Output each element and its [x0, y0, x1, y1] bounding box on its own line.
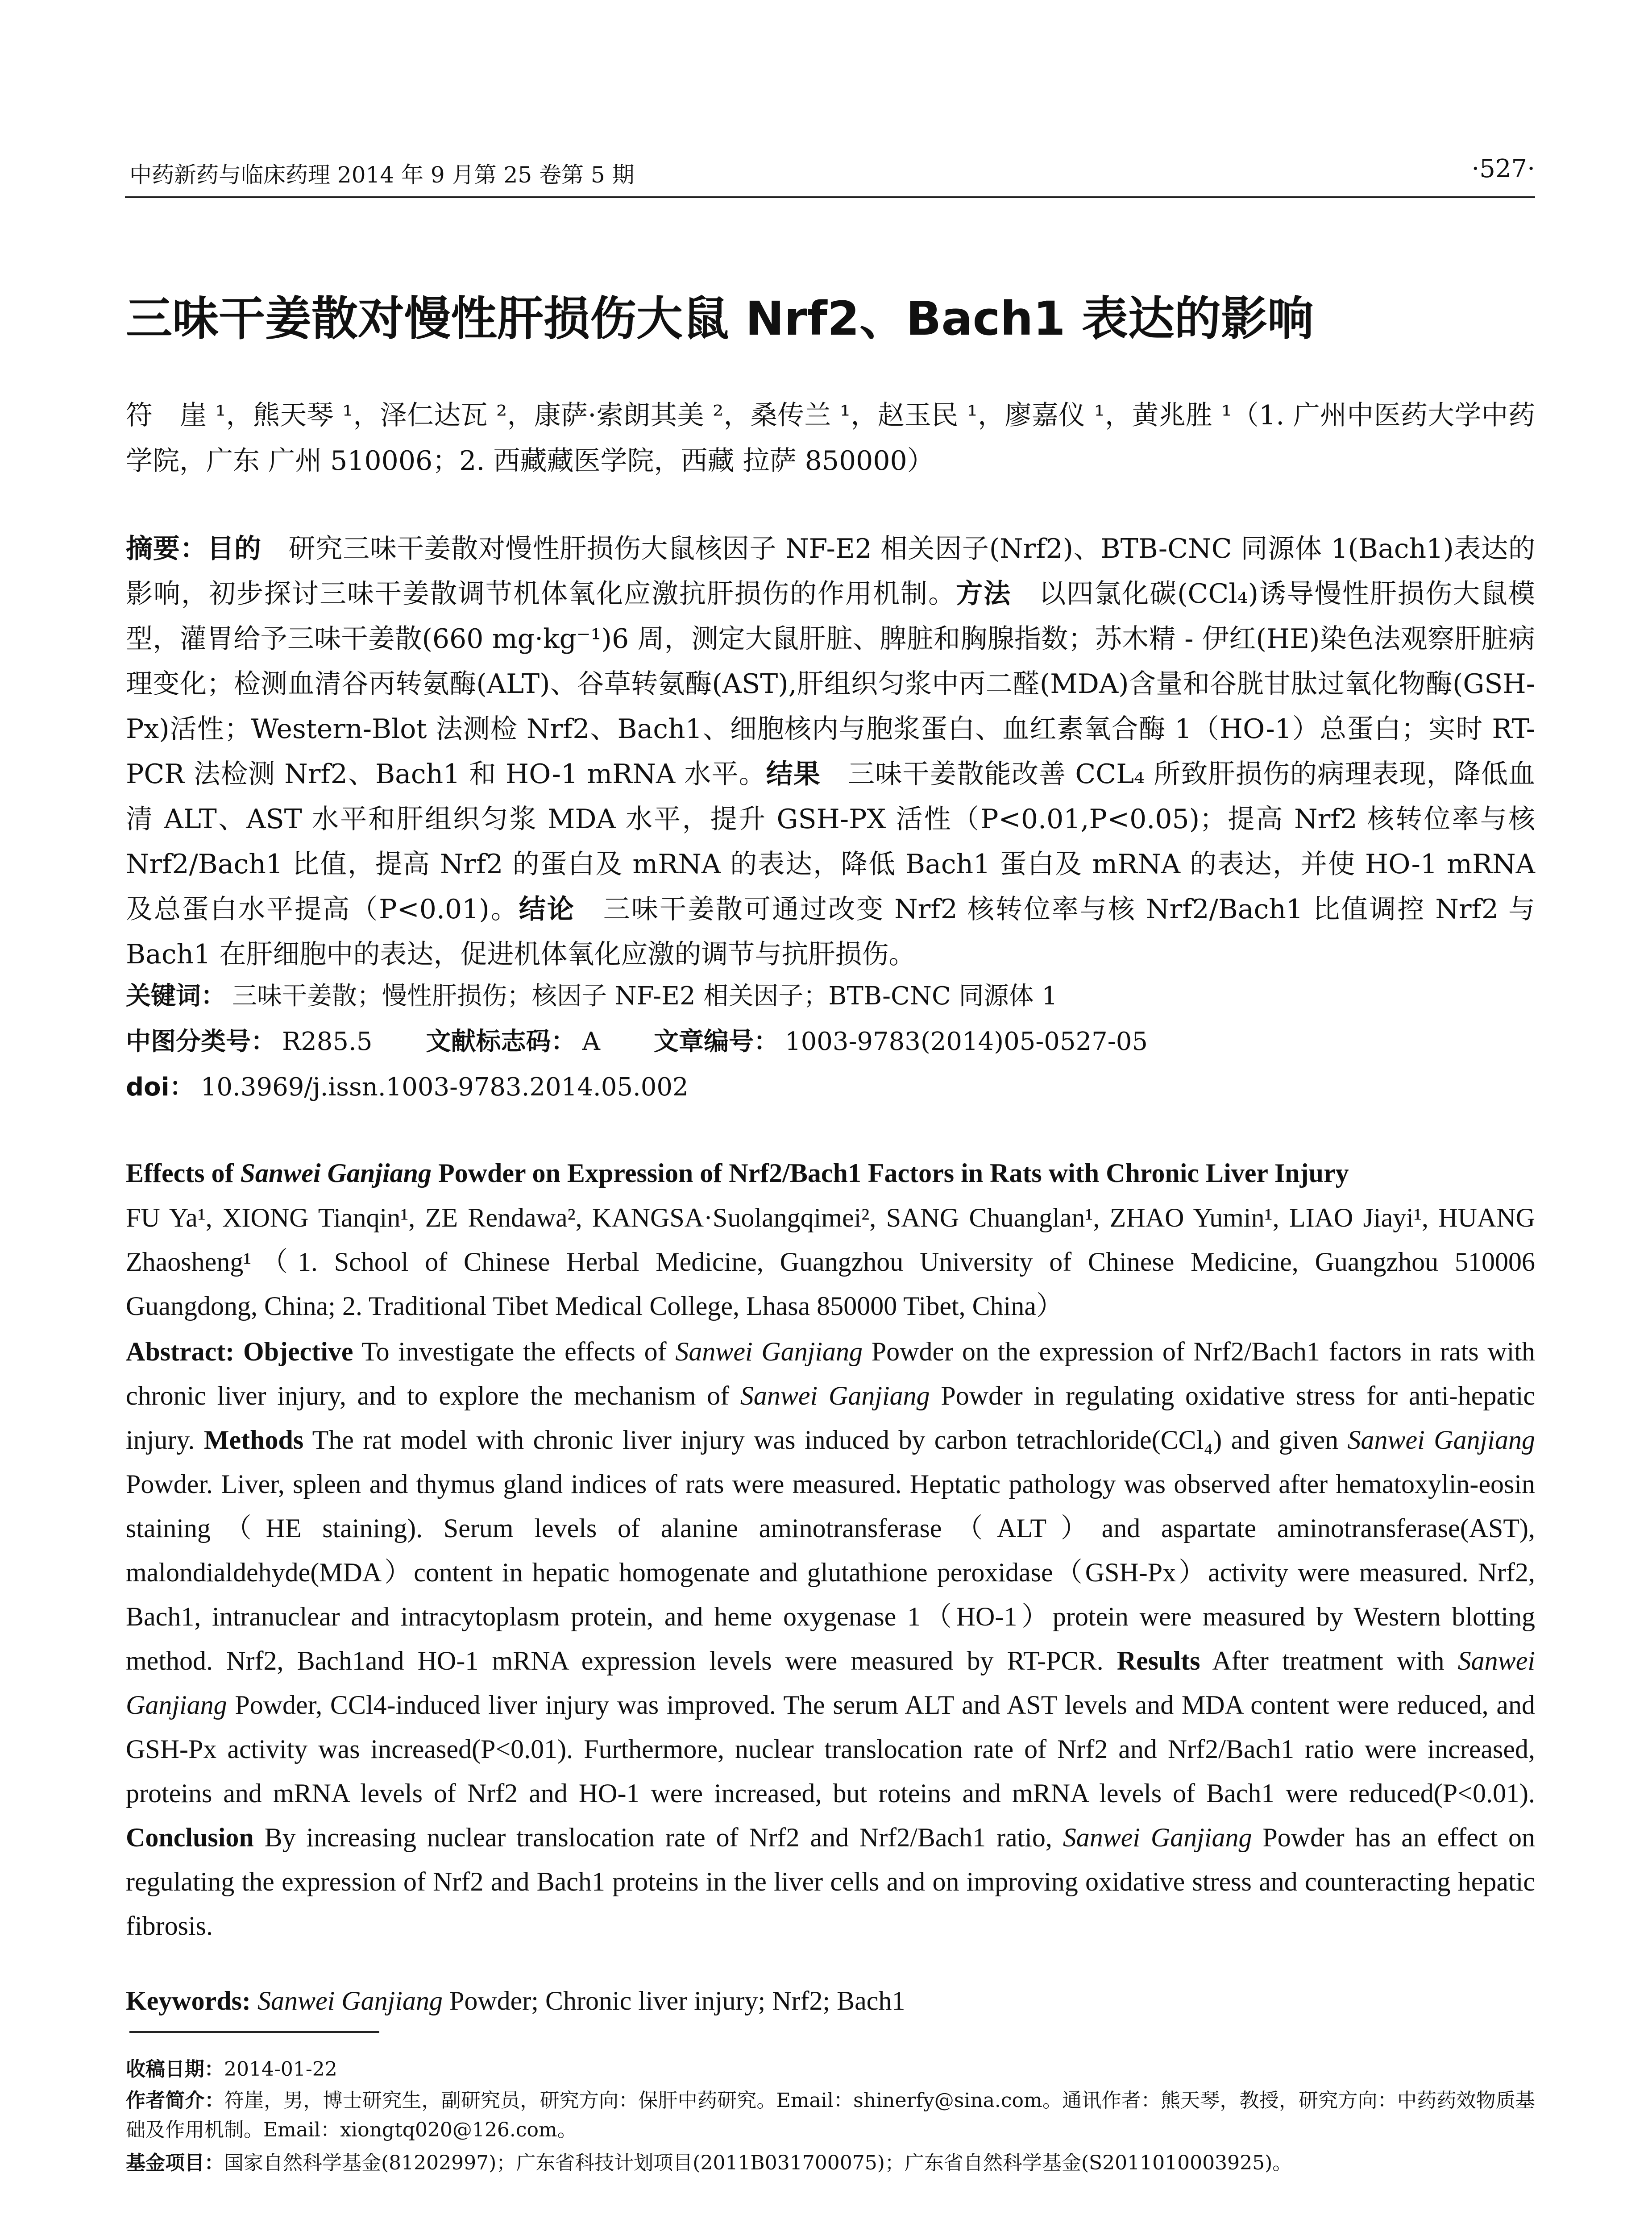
page-number: ·527· — [1471, 154, 1535, 183]
bio-text: 符崖，男，博士研究生，副研究员，研究方向：保肝中药研究。Email：shinerfy@sina.com。通讯作者：熊天琴，教授，研究方向：中药药效物质基础及作用机制。Email：xiongtq020@126.com。 — [126, 2089, 1536, 2141]
keywords-en-herb: Sanwei Ganjiang — [257, 1986, 443, 2015]
methods-cn-label: 方法 — [956, 578, 1012, 610]
article-no-value: 1003-9783(2014)05-0527-05 — [784, 1027, 1148, 1056]
methods-en-text-2: Powder. Liver, spleen and thymus gland indices of rats were measured. Heptatic pathology was observed after hematoxylin-eosin staining（HE staining). Serum levels of alanine aminotransferase（ALT）and aspartate aminotransferase(AST), malondialdehyde(MDA）content in hepatic homogenate and glutathione peroxidase（GSH-Px）activity were measured. Nrf2, Bach1, intranuclear and intracytoplasm protein, and heme oxygenase 1（HO-1）protein were measured by Western blotting method. Nrf2, Bach1and HO-1 mRNA expression levels were measured by RT-PCR. — [126, 1469, 1535, 1675]
doc-code-label: 文献标志码： — [426, 1027, 576, 1056]
objective-en-label: Objective — [243, 1337, 353, 1366]
received-label: 收稿日期： — [126, 2058, 224, 2081]
classification-line — [126, 1022, 1148, 1057]
footnote-funding — [126, 2148, 1535, 2178]
conclusion-en-text-2: Powder has an effect on regulating the expression of Nrf2 and Bach1 proteins in the liver cells and on improving oxidative stress and counteracting hepatic fibrosis. — [126, 1823, 1535, 1941]
doc-code-value: A — [582, 1027, 600, 1056]
bio-label: 作者简介： — [126, 2089, 224, 2112]
keywords-en — [126, 1986, 905, 2016]
abstract-en — [126, 1330, 1535, 1948]
herb-name: Sanwei Ganjiang — [1063, 1823, 1252, 1852]
abstract-cn-label: 摘要： — [126, 533, 208, 564]
keywords-cn — [126, 976, 1058, 1012]
title-en-herb: Sanwei Ganjiang — [240, 1158, 432, 1188]
footnote-received — [126, 2055, 1535, 2084]
header-rule — [125, 196, 1535, 198]
doi-line — [126, 1067, 689, 1103]
objective-en-text-3: Powder in regulating oxidative stress for anti-hepatic injury. — [126, 1381, 1535, 1455]
keywords-en-rest: Powder; Chronic liver injury; Nrf2; Bach1 — [442, 1986, 905, 2015]
article-no-label: 文章编号： — [653, 1027, 779, 1056]
results-en-text-1: After treatment with — [1200, 1646, 1458, 1675]
abstract-cn — [126, 527, 1535, 977]
authors-en: FU Ya¹, XIONG Tianqin¹, ZE Rendawa², KANGSA·Suolangqimei², SANG Chuanglan¹, ZHAO Yumin¹, LIAO Jiayi¹, HUANG Zhaosheng¹（1. School of Chinese Herbal Medicine, Guangzhou University of Chinese Medicine, Guangzhou 510006 Guangdong, China; 2. Traditional Tibet Medical College, Lhasa 850000 Tibet, China） — [126, 1203, 1535, 1321]
objective-cn-text: 研究三味干姜散对慢性肝损伤大鼠核因子 NF-E2 相关因子(Nrf2)、BTB-CNC 同源体 1(Bach1)表达的影响，初步探讨三味干姜散调节机体氧化应激抗肝损伤的作用机制。 — [126, 533, 1536, 610]
title-en-part1: Effects of — [126, 1158, 241, 1188]
conclusion-en-label: Conclusion — [126, 1823, 254, 1852]
footnote-author-bio — [126, 2086, 1535, 2145]
abstract-en-label: Abstract: — [126, 1337, 235, 1366]
received-date: 2014-01-22 — [224, 2058, 337, 2081]
objective-en-text-2: Powder on the expression of Nrf2/Bach1 factors in rats with chronic liver injury, and to explore the mechanism of — [126, 1337, 1535, 1410]
running-head: 中药新药与临床药理 2014 年 9 月第 25 卷第 5 期 — [129, 162, 635, 188]
conclusion-en-text-1: By increasing nuclear translocation rate of Nrf2 and Nrf2/Bach1 ratio, — [253, 1823, 1063, 1852]
fund-label: 基金项目： — [126, 2152, 224, 2174]
methods-en-label: Methods — [203, 1425, 304, 1455]
methods-cn-text: 以四氯化碳(CCl₄)诱导慢性肝损伤大鼠模型，灌胃给予三味干姜散(660 mg·kg⁻¹)6 周，测定大鼠肝脏、脾脏和胸腺指数；苏木精 - 伊红(HE)染色法观察肝脏病理变化；检测血清谷丙转氨酶(ALT)、谷草转氨酶(AST),肝组织匀浆中丙二醛(MDA)含量和谷胱甘肽过氧化物酶(GSH-Px)活性；Western-Blot 法测检 Nrf2、Bach1、细胞核内与胞浆蛋白、血红素氧合酶 1（HO-1）总蛋白；实时 RT-PCR 法检测 Nrf2、Bach1 和 HO-1 mRNA 水平。 — [126, 578, 1536, 790]
article-title-en — [126, 1158, 1349, 1189]
conclusion-cn-label: 结论 — [519, 894, 575, 925]
footnote-rule — [129, 2031, 379, 2033]
objective-cn-label: 目的 — [207, 533, 261, 564]
results-cn-label: 结果 — [766, 759, 821, 790]
methods-en-text-1: The rat model with chronic liver injury was induced by carbon tetrachloride(CCl₄) and given — [303, 1425, 1348, 1455]
objective-en-text-1: To investigate the effects of — [353, 1337, 676, 1366]
keywords-cn-label: 关键词： — [126, 982, 226, 1011]
herb-name: Sanwei Ganjiang — [1347, 1425, 1535, 1455]
clc-label: 中图分类号： — [126, 1027, 276, 1056]
keywords-cn-value: 三味干姜散；慢性肝损伤；核因子 NF-E2 相关因子；BTB-CNC 同源体 1 — [232, 982, 1058, 1011]
article-title-cn: 三味干姜散对慢性肝损伤大鼠 Nrf2、Bach1 表达的影响 — [126, 291, 1314, 346]
herb-name: Sanwei Ganjiang — [740, 1381, 930, 1410]
authors-cn: 符 崖 ¹，熊天琴 ¹，泽仁达瓦 ²，康萨·索朗其美 ²，桑传兰 ¹，赵玉民 ¹，廖嘉仪 ¹，黄兆胜 ¹（1. 广州中医药大学中药学院，广东 广州 510006；2. 西藏藏医学院，西藏 拉萨 850000） — [126, 400, 1535, 477]
results-en-label: Results — [1117, 1646, 1200, 1675]
title-en-part2: Powder on Expression of Nrf2/Bach1 Factors in Rats with Chronic Liver Injury — [432, 1158, 1349, 1188]
herb-name: Sanwei Ganjiang — [126, 1646, 1535, 1720]
fund-text: 国家自然科学基金(81202997)；广东省科技计划项目(2011B031700075)；广东省自然科学基金(S2011010003925)。 — [224, 2152, 1292, 2174]
herb-name: Sanwei Ganjiang — [675, 1337, 863, 1366]
doi-label: doi： — [126, 1073, 195, 1102]
results-en-text-2: Powder, CCl4-induced liver injury was improved. The serum ALT and AST levels and MDA content were reduced, and GSH-Px activity was increased(P<0.01). Furthermore, nuclear translocation rate of Nrf2 and Nrf2/Bach1 ratio were increased, proteins and mRNA levels of Nrf2 and HO-1 were increased, but roteins and mRNA levels of Bach1 were reduced(P<0.01). — [126, 1690, 1535, 1808]
doi-value: 10.3969/j.issn.1003-9783.2014.05.002 — [200, 1073, 689, 1102]
clc-value: R285.5 — [282, 1027, 373, 1056]
conclusion-cn-text: 三味干姜散可通过改变 Nrf2 核转位率与核 Nrf2/Bach1 比值调控 Nrf2 与 Bach1 在肝细胞中的表达，促进机体氧化应激的调节与抗肝损伤。 — [126, 894, 1535, 970]
results-cn-text: 三味干姜散能改善 CCL₄ 所致肝损伤的病理表现，降低血清 ALT、AST 水平和肝组织匀浆 MDA 水平，提升 GSH-PX 活性（P<0.01,P<0.05)；提高 Nrf2 核转位率与核 Nrf2/Bach1 比值，提高 Nrf2 的蛋白及 mRNA 的表达，降低 Bach1 蛋白及 mRNA 的表达，并使 HO-1 mRNA 及总蛋白水平提高（P<0.01)。 — [126, 759, 1535, 925]
keywords-en-label: Keywords: — [126, 1986, 251, 2015]
